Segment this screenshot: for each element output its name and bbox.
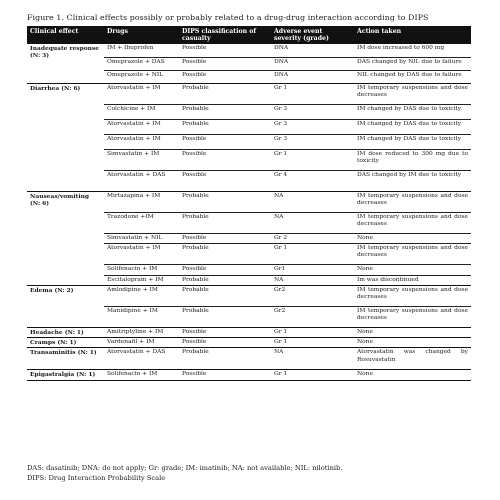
clinical-effect-cell: Inadequate response (N: 3) — [30, 45, 100, 60]
action-cell: None — [354, 338, 471, 348]
action-cell: IM temporary suspensions and dose decreases — [354, 307, 471, 328]
header-severity: Adverse event severity (grade) — [274, 27, 329, 43]
action-cell: IM temporary suspensions and dose decreases — [354, 191, 471, 212]
severity-cell: Gr1 — [271, 264, 354, 275]
action-cell: IM temporary suspensions and dose decreases — [354, 212, 471, 233]
dips-cell: Possible — [179, 57, 271, 70]
drugs-cell: Solifenacin + IM — [104, 370, 179, 380]
severity-cell: NA — [271, 212, 354, 233]
dips-cell: Possible — [179, 134, 271, 149]
action-cell: IM temporary suspensions and dose decreases — [354, 83, 471, 104]
table-row — [27, 191, 471, 212]
table-header-row — [27, 26, 471, 44]
severity-cell: Gr 1 — [271, 370, 354, 380]
clinical-effect-cell: Transaminitis (N: 1) — [27, 348, 104, 370]
drugs-cell: Omeprazole + DAS — [104, 57, 179, 70]
severity-cell: Gr2 — [271, 286, 354, 307]
table-row — [27, 370, 471, 380]
drugs-cell: Mirtazapina + IM — [104, 191, 179, 212]
clinical-effect-cell: Headache (N: 1) — [27, 328, 104, 338]
drugs-cell: Atorvastatin + DAS — [104, 348, 179, 370]
action-cell: IM changed by DAS due to toxicity — [354, 119, 471, 134]
table-row — [27, 328, 471, 338]
dips-cell: Probable — [179, 104, 271, 119]
table-row — [27, 286, 471, 307]
drugs-cell: IM + Ibuprofen — [107, 45, 154, 52]
action-cell: IM changed by DAS due to toxicity — [354, 104, 471, 119]
action-cell: Im was discontinued — [354, 275, 471, 285]
action-cell: NIL changed by DAS due to failure — [354, 70, 471, 83]
dips-cell: Possible — [179, 170, 271, 191]
drugs-cell: Colchicine + IM — [104, 104, 179, 119]
dips-cell: Possible — [179, 328, 271, 338]
drugs-cell: Omeprazole + NIL — [104, 70, 179, 83]
table-row — [27, 44, 471, 57]
severity-cell: Gr 3 — [271, 119, 354, 134]
dips-cell: Probable — [179, 307, 271, 328]
header-action-taken: Action taken — [357, 27, 402, 35]
drugs-cell: Vardenafil + IM — [104, 338, 179, 348]
action-cell: IM dose reduced to 300 mg due to toxicity — [354, 149, 471, 170]
action-cell: IM dose increased to 600 mg — [357, 45, 445, 52]
action-cell: None — [354, 264, 471, 275]
severity-cell: Gr 3 — [271, 104, 354, 119]
severity-cell: Gr 1 — [271, 83, 354, 104]
action-cell: None — [354, 233, 471, 243]
drugs-cell: Atorvastatin + IM — [104, 134, 179, 149]
table-row — [27, 83, 471, 104]
dips-cell: Possible — [182, 45, 207, 52]
drugs-cell: Escitalopram + IM — [104, 275, 179, 285]
dips-cell: Probable — [179, 243, 271, 264]
clinical-effect-cell: Epigastralgia (N: 1) — [27, 370, 104, 380]
table-body — [27, 44, 471, 380]
header-clinical-effect: Clinical effect — [30, 27, 79, 35]
drugs-cell: Trazodone +IM — [104, 212, 179, 233]
drugs-cell: Solifenacin + IM — [104, 264, 179, 275]
action-cell: Atorvastatin was changed by Rosuvastatin — [354, 348, 471, 370]
footnote-dips: DIPS: Drug Interaction Probability Scale — [27, 474, 166, 482]
clinical-effect-cell: Diarrhea (N: 6) — [27, 83, 104, 191]
drugs-cell: Simvastatin + NIL — [104, 233, 179, 243]
dips-cell: Probable — [179, 191, 271, 212]
severity-cell: NA — [271, 275, 354, 285]
action-cell: None — [354, 328, 471, 338]
dips-cell: Probable — [179, 286, 271, 307]
dips-cell: Possible — [179, 370, 271, 380]
severity-cell: DNA — [271, 57, 354, 70]
header-drugs: Drugs — [107, 27, 128, 35]
action-cell: IM temporary suspensions and dose decreases — [354, 243, 471, 264]
clinical-effect-cell: Cramps (N: 1) — [27, 338, 104, 348]
severity-cell: Gr 1 — [271, 243, 354, 264]
dips-cell: Possible — [179, 233, 271, 243]
action-cell: DAS changed by NIL due to failure — [354, 57, 471, 70]
dips-cell: Possible — [179, 149, 271, 170]
header-dips-classification: DIPS classification of casualty — [182, 27, 257, 43]
severity-cell: NA — [271, 348, 354, 370]
dips-cell: Probable — [179, 119, 271, 134]
action-cell: DAS changed by IM due to toxicity — [354, 170, 471, 191]
dips-cell: Possible — [179, 70, 271, 83]
severity-cell: DNA — [274, 45, 289, 52]
severity-cell: NA — [271, 191, 354, 212]
drugs-cell: Atorvastatin + IM — [104, 83, 179, 104]
figure-caption: Figure 1. Clinical effects possibly or probably related to a drug-drug interaction according to DIPS — [27, 13, 429, 22]
drugs-cell: Simvastatin + IM — [104, 149, 179, 170]
drugs-cell: Atorvastatin + IM — [104, 243, 179, 264]
action-cell: IM changed by DAS due to toxicity — [354, 134, 471, 149]
drugs-cell: Atorvastatin + DAS — [104, 170, 179, 191]
severity-cell: Gr 2 — [271, 233, 354, 243]
table-row — [27, 348, 471, 370]
severity-cell: DNA — [271, 70, 354, 83]
severity-cell: Gr 4 — [271, 170, 354, 191]
drugs-cell: Atorvastatin + IM — [104, 119, 179, 134]
interaction-table-container — [27, 26, 471, 381]
dips-cell: Probable — [179, 275, 271, 285]
action-cell: None — [354, 370, 471, 380]
dips-cell: Probable — [179, 83, 271, 104]
dips-cell: Probable — [179, 348, 271, 370]
dips-cell: Possible — [179, 338, 271, 348]
dips-cell: Possible — [179, 264, 271, 275]
action-cell: IM temporary suspensions and dose decreases — [354, 286, 471, 307]
severity-cell: Gr 1 — [271, 328, 354, 338]
severity-cell: Gr 3 — [271, 134, 354, 149]
interaction-table — [27, 26, 471, 381]
drugs-cell: Manidipine + IM — [104, 307, 179, 328]
clinical-effect-cell: Nauseas/vomiting (N: 6) — [27, 191, 104, 285]
drugs-cell: Amitriptyline + IM — [104, 328, 179, 338]
severity-cell: Gr 1 — [271, 149, 354, 170]
dips-cell: Probable — [179, 212, 271, 233]
footnote-abbreviations: DAS: dasatinib; DNA: do not apply; Gr: grade; IM: imatinib; NA: not available; NIL: nilotinib. — [27, 464, 343, 472]
severity-cell: Gr 1 — [271, 338, 354, 348]
table-row — [27, 338, 471, 348]
clinical-effect-cell: Edema (N: 2) — [27, 286, 104, 328]
drugs-cell: Amlodipine + IM — [104, 286, 179, 307]
severity-cell: Gr2 — [271, 307, 354, 328]
